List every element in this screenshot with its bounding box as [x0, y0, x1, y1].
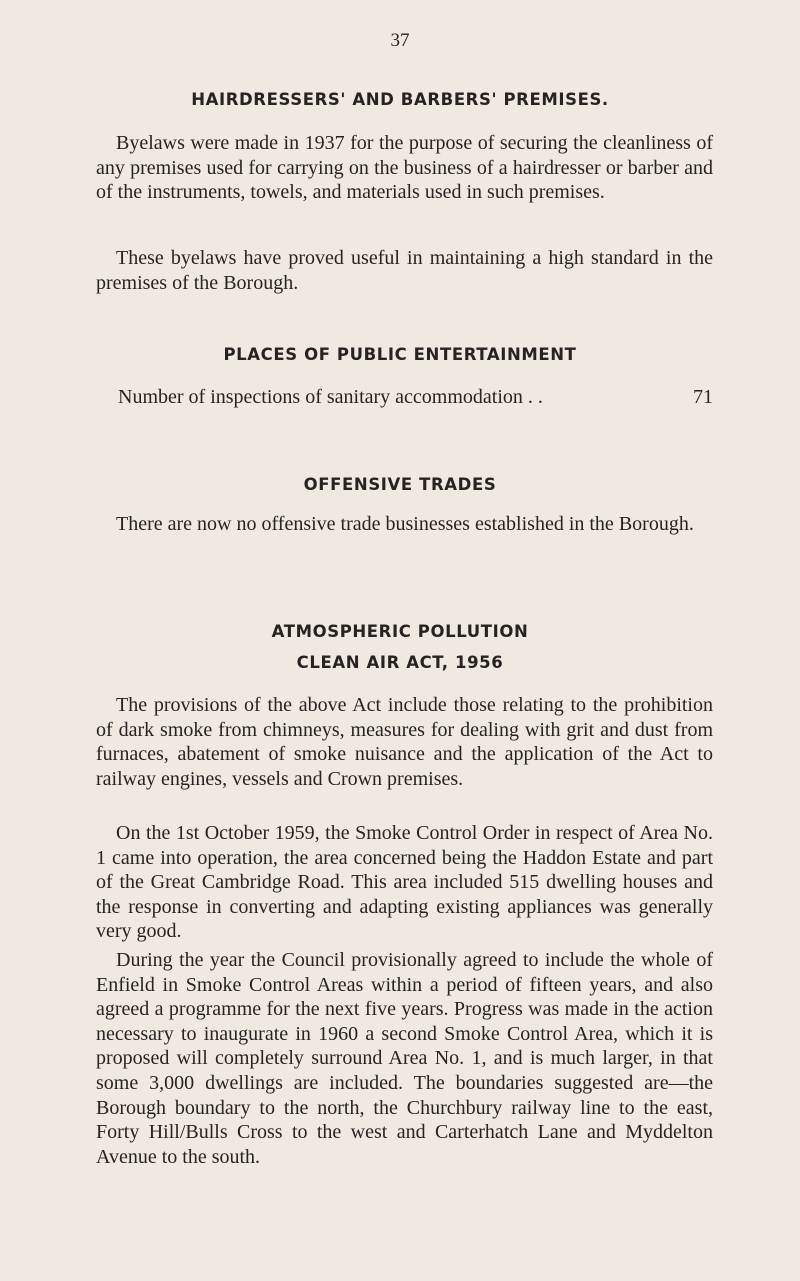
- offensive-trades-paragraph: There are now no offensive trade businesses established in the Borough.: [116, 513, 694, 535]
- entertainment-heading: PLACES OF PUBLIC ENTERTAINMENT: [223, 345, 577, 364]
- clean-air-paragraph-2: On the 1st October 1959, the Smoke Control Order in respect of Area No. 1 came into operation, the area concerned being the Haddon Estate and part of the Great Cambridge Road. This area included 515 dwelling houses and the response in converting and adapting existing appliances was generally very good.: [96, 822, 713, 943]
- inspections-stat-label: Number of inspections of sanitary accommodation . .: [118, 386, 543, 408]
- hairdressers-paragraph-2: These byelaws have proved useful in maintaining a high standard in the premises of the Borough.: [96, 247, 713, 294]
- atmospheric-pollution-heading: ATMOSPHERIC POLLUTION: [271, 622, 529, 641]
- hairdressers-paragraph-1: Byelaws were made in 1937 for the purpose of securing the cleanliness of any premises used for carrying on the business of a hairdresser or barber and of the instruments, towels, and materials used in such premises.: [96, 132, 713, 204]
- page-number: 37: [390, 30, 410, 51]
- offensive-trades-heading: OFFENSIVE TRADES: [303, 475, 497, 494]
- inspections-stat-value: 71: [693, 386, 713, 408]
- clean-air-paragraph-3: During the year the Council provisionally agreed to include the whole of Enfield in Smoke Control Areas within a period of fifteen years, and also agreed a programme for the next five years. Progress was made in the action necessary to inaugurate in 1960 a second Smoke Control Area, which it is proposed will completely surround Area No. 1, and is much larger, in that some 3,000 dwellings are included. The boundaries suggested are—the Borough boundary to the north, the Churchbury railway line to the east, Forty Hill/Bulls Cross to the west and Carterhatch Lane and Myddelton Avenue to the south.: [96, 949, 713, 1168]
- inspections-stat-row: [118, 386, 713, 409]
- clean-air-act-subheading: CLEAN AIR ACT, 1956: [296, 653, 504, 672]
- hairdressers-heading: HAIRDRESSERS' AND BARBERS' PREMISES.: [191, 90, 609, 109]
- clean-air-paragraph-1: The provisions of the above Act include those relating to the prohibition of dark smoke from chimneys, measures for dealing with grit and dust from furnaces, abatement of smoke nuisance and the application of the Act to railway engines, vessels and Crown premises.: [96, 694, 713, 790]
